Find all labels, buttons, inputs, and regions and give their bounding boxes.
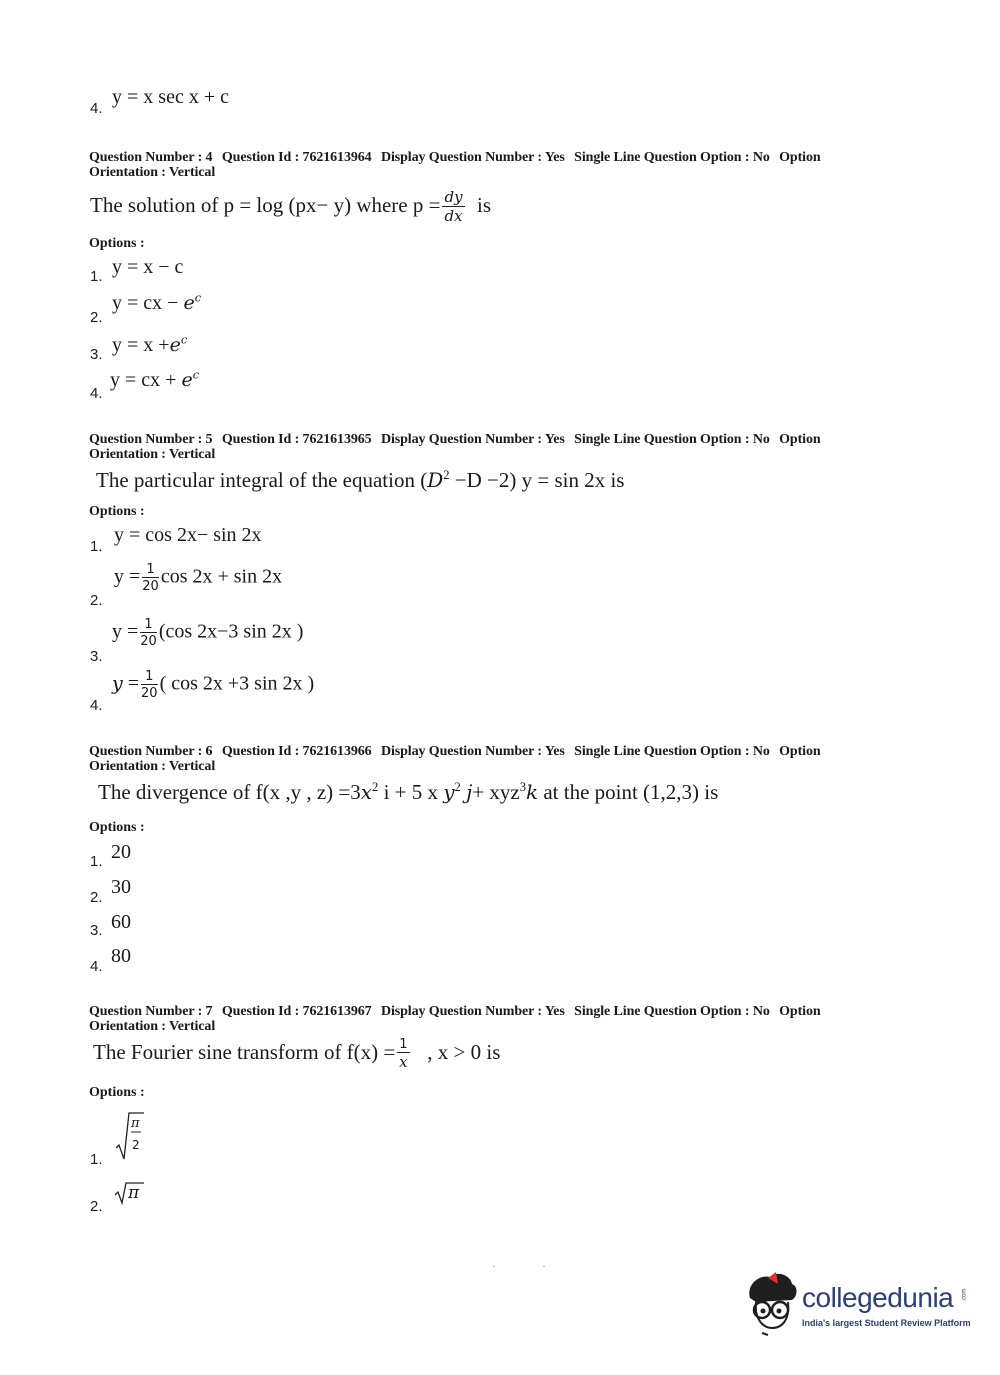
q6-options-label: Options :	[89, 820, 145, 835]
q4-fraction	[442, 190, 464, 224]
meta-option: Option	[779, 150, 821, 165]
meta-option: Option	[779, 1004, 821, 1019]
q7-options-label: Options :	[89, 1085, 145, 1100]
option-number: 1.	[90, 1151, 103, 1168]
q7-option-1-sqrt	[115, 1110, 145, 1162]
option-number: 4.	[90, 697, 103, 714]
scan-speck	[543, 1266, 545, 1267]
frac-numerator: dy	[444, 188, 463, 206]
option-text: y = x sec x + c	[112, 86, 229, 108]
q4-text-before: The solution of p = log (px− y) where p =	[90, 192, 441, 217]
option-number: 4.	[90, 385, 103, 402]
option-number: 1.	[90, 268, 103, 285]
q5-meta-line2: Orientation : Vertical	[89, 447, 216, 462]
meta-question-number: Question Number : 4	[89, 150, 213, 165]
meta-single-line: Single Line Question Option : No	[574, 1004, 770, 1019]
q5-option-1: y = cos 2x− sin 2x	[114, 524, 262, 546]
meta-display-number: Display Question Number : Yes	[380, 744, 565, 759]
q5-option-2: y = $\frac{1}{20}$ cos 2x + sin 2x	[114, 562, 283, 594]
q4-option-3: $y = x +e^c$	[112, 332, 188, 356]
meta-single-line: Single Line Question Option : No	[574, 150, 770, 165]
q6-option-3: 60	[111, 911, 131, 933]
meta-question-id: Question Id : 7621613965	[221, 432, 372, 447]
option-number: 3.	[90, 648, 103, 665]
brand-com: .com	[961, 1288, 968, 1302]
q7-question-text: The Fourier sine transform of f(x) = $\frac{1}{x}$ , x > 0 is	[93, 1037, 501, 1071]
q7-meta-line2: Orientation : Vertical	[89, 1019, 216, 1034]
option-number: 4.	[90, 958, 103, 975]
meta-single-line: Single Line Question Option : No	[574, 432, 770, 447]
q6-question-text: The divergence of f(x ,y , $z) =3x^2$ i + 5 x $y^2$ j+ xyz$^3$k at the point (1,2,3) is	[98, 780, 719, 804]
frac-denominator: dx	[444, 207, 463, 225]
brand-tagline: India's largest Student Review Platform	[802, 1318, 971, 1328]
q6-option-2: 30	[111, 876, 131, 898]
q4-meta-line1	[89, 150, 821, 165]
q4-question-text	[90, 190, 491, 224]
collegedunia-logo	[742, 1270, 971, 1340]
q7-option-2-sqrt	[114, 1180, 146, 1206]
meta-option: Option	[779, 744, 821, 759]
meta-option: Option	[779, 432, 821, 447]
option-number: 1.	[90, 853, 103, 870]
q4-options-label: Options :	[89, 236, 145, 251]
meta-question-id: Question Id : 7621613966	[221, 744, 372, 759]
meta-question-number: Question Number : 6	[89, 744, 213, 759]
q5-option-3: y = $\frac{1}{20}$ (cos 2x−3 sin 2x )	[112, 617, 304, 649]
q5-question-text: The particular integral of the equation $(D^2 -D -2) y = \sin 2x$ is	[96, 468, 625, 492]
q5-options-label: Options :	[89, 504, 145, 519]
q4-option-4: y = cx + $e^c$	[110, 367, 200, 391]
option-number: 3.	[90, 346, 103, 363]
option-number: 2.	[90, 309, 103, 326]
radicand-denominator: 2	[132, 1138, 140, 1152]
radicand: π	[128, 1183, 140, 1203]
radicand-numerator: π	[131, 1116, 140, 1131]
q4-meta-line2: Orientation : Vertical	[89, 165, 216, 180]
meta-question-id: Question Id : 7621613967	[221, 1004, 372, 1019]
q5-meta-line1	[89, 432, 821, 447]
meta-display-number: Display Question Number : Yes	[380, 150, 565, 165]
option-number: 2.	[90, 889, 103, 906]
q6-meta	[89, 744, 821, 774]
meta-question-number: Question Number : 5	[89, 432, 213, 447]
radical-sign-icon	[115, 1110, 145, 1162]
option-number: 2.	[90, 592, 103, 609]
meta-single-line: Single Line Question Option : No	[574, 744, 770, 759]
option-number: 3.	[90, 922, 103, 939]
q6-meta-line1	[89, 744, 821, 759]
q7-meta	[89, 1004, 821, 1034]
brand-name: collegedunia	[802, 1282, 954, 1313]
q4-option-1: y = x − c	[112, 256, 184, 278]
option-number: 4.	[90, 100, 103, 117]
q6-meta-line2: Orientation : Vertical	[89, 759, 216, 774]
q4-meta	[89, 150, 821, 180]
q6-option-4: 80	[111, 945, 131, 967]
q5-option-4: y = $\frac{1}{20}$ ( cos 2x +3 sin 2x )	[112, 669, 315, 701]
q4-text-after: is	[477, 192, 492, 217]
option-number: 2.	[90, 1198, 103, 1215]
option-number: 1.	[90, 538, 103, 555]
q7-meta-line1	[89, 1004, 821, 1019]
q5-meta	[89, 432, 821, 462]
meta-display-number: Display Question Number : Yes	[380, 432, 565, 447]
meta-display-number: Display Question Number : Yes	[380, 1004, 565, 1019]
scan-speck	[493, 1266, 495, 1267]
q6-option-1: 20	[111, 841, 131, 863]
mascot-icon	[742, 1270, 802, 1340]
meta-question-number: Question Number : 7	[89, 1004, 213, 1019]
q4-option-2: y = cx − $e^c$	[112, 290, 202, 314]
meta-question-id: Question Id : 7621613964	[221, 150, 372, 165]
